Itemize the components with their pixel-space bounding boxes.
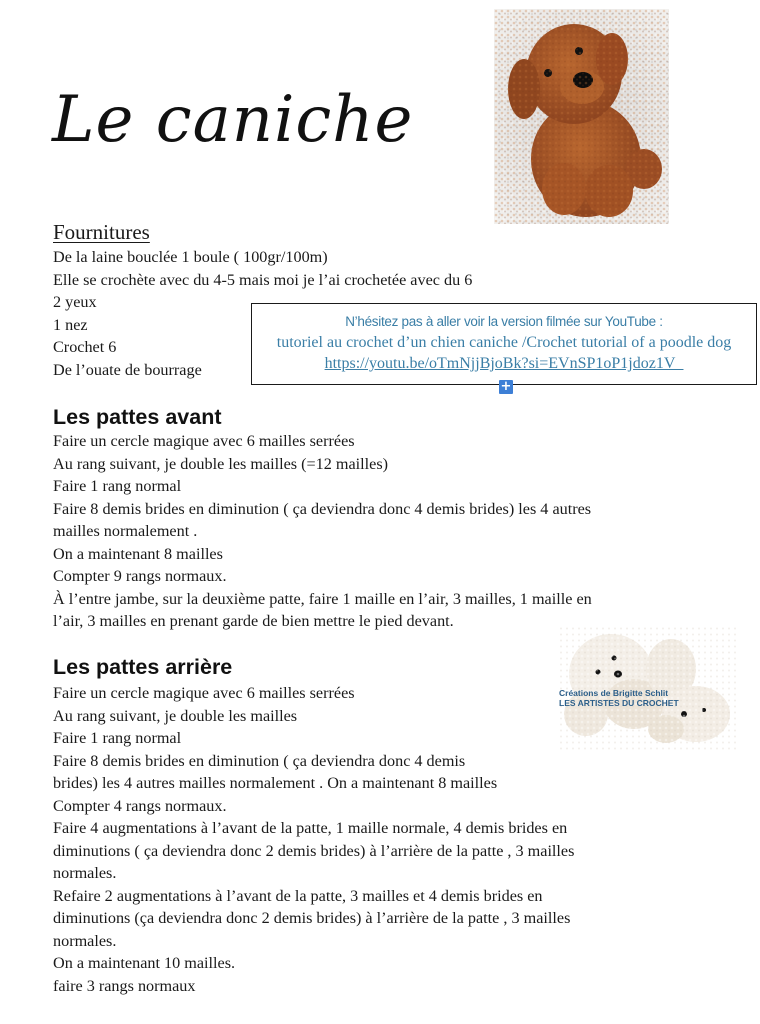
- back-legs-instructions: [53, 682, 574, 997]
- supply-item: De l’ouate de bourrage: [53, 360, 202, 379]
- page-title: Le caniche: [52, 83, 414, 157]
- supply-item: Elle se crochète avec du 4-5 mais moi je l’ai crochetée avec du 6: [53, 270, 473, 289]
- instruction-line: Faire 1 rang normal: [53, 477, 182, 495]
- instruction-line: Faire 8 demis brides en diminution ( ça deviendra donc 4 demis: [53, 751, 466, 770]
- instruction-line: Au rang suivant, je double les mailles (=12 mailles): [53, 454, 389, 473]
- instruction-line: l’air, 3 mailles en prenant garde de bien mettre le pied devant.: [53, 612, 454, 630]
- white-poodles-icon: [556, 624, 736, 750]
- instruction-line: brides) les 4 autres mailles normalement . On a maintenant 8 mailles: [53, 774, 498, 792]
- instruction-line: On a maintenant 10 mailles.: [53, 954, 236, 972]
- instruction-line: normales.: [53, 931, 117, 950]
- instruction-line: mailles normalement .: [53, 522, 198, 540]
- supplies-heading: Fournitures: [53, 220, 150, 244]
- watermark-line-1: Créations de Brigitte Schlit: [559, 688, 669, 698]
- instruction-line: À l’entre jambe, sur la deuxième patte, faire 1 maille en l’air, 3 mailles, 1 maille en: [53, 589, 592, 608]
- supply-item: 2 yeux: [53, 293, 97, 311]
- instruction-line: normales.: [53, 864, 117, 882]
- white-poodles-plush-photo: [556, 624, 736, 750]
- instruction-line: faire 3 rangs normaux: [53, 976, 196, 995]
- watermark-text: [559, 688, 679, 708]
- youtube-link[interactable]: https://youtu.be/oTmNjjBjoBk?si=EVnSP1oP1jdoz1V_: [324, 355, 684, 372]
- instruction-line: Compter 4 rangs normaux.: [53, 796, 227, 815]
- instruction-line: Faire 1 rang normal: [53, 729, 182, 747]
- front-legs-heading: Les pattes avant: [53, 405, 222, 429]
- instruction-line: Faire un cercle magique avec 6 mailles serrées: [53, 432, 355, 450]
- back-legs-heading: Les pattes arrière: [53, 655, 233, 679]
- watermark-line-2: LES ARTISTES DU CROCHET: [559, 698, 679, 708]
- instruction-line: Faire 8 demis brides en diminution ( ça deviendra donc 4 demis brides) les 4 autres: [53, 499, 592, 518]
- instruction-line: Au rang suivant, je double les mailles: [53, 706, 298, 725]
- instruction-line: diminutions (ça deviendra donc 2 demis brides) à l’arrière de la patte , 3 mailles: [53, 909, 571, 927]
- youtube-invite-text: N’hésitez pas à aller voir la version filmée sur YouTube :: [345, 314, 663, 329]
- supply-item: 1 nez: [53, 315, 88, 334]
- instruction-line: Compter 9 rangs normaux.: [53, 567, 227, 585]
- supply-item: De la laine bouclée 1 boule ( 100gr/100m): [53, 248, 328, 266]
- plus-icon[interactable]: +: [500, 379, 512, 394]
- instruction-line: diminutions ( ça deviendra donc 2 demis brides) à l’arrière de la patte , 3 mailles: [53, 841, 575, 860]
- brown-poodle-icon: [494, 9, 669, 224]
- instruction-line: Faire 4 augmentations à l’avant de la patte, 1 maille normale, 4 demis brides en: [53, 819, 568, 837]
- instruction-line: Faire un cercle magique avec 6 mailles serrées: [53, 684, 355, 702]
- instruction-line: Refaire 2 augmentations à l’avant de la patte, 3 mailles et 4 demis brides en: [53, 886, 543, 905]
- youtube-tutorial-title: tutoriel au crochet d’un chien caniche /Crochet tutorial of a poodle dog: [276, 334, 732, 351]
- instruction-line: On a maintenant 8 mailles: [53, 544, 223, 563]
- supply-item: Crochet 6: [53, 338, 117, 356]
- youtube-callout-box[interactable]: [251, 303, 757, 394]
- brown-poodle-plush-photo: [494, 9, 669, 224]
- front-legs-instructions: [53, 430, 592, 633]
